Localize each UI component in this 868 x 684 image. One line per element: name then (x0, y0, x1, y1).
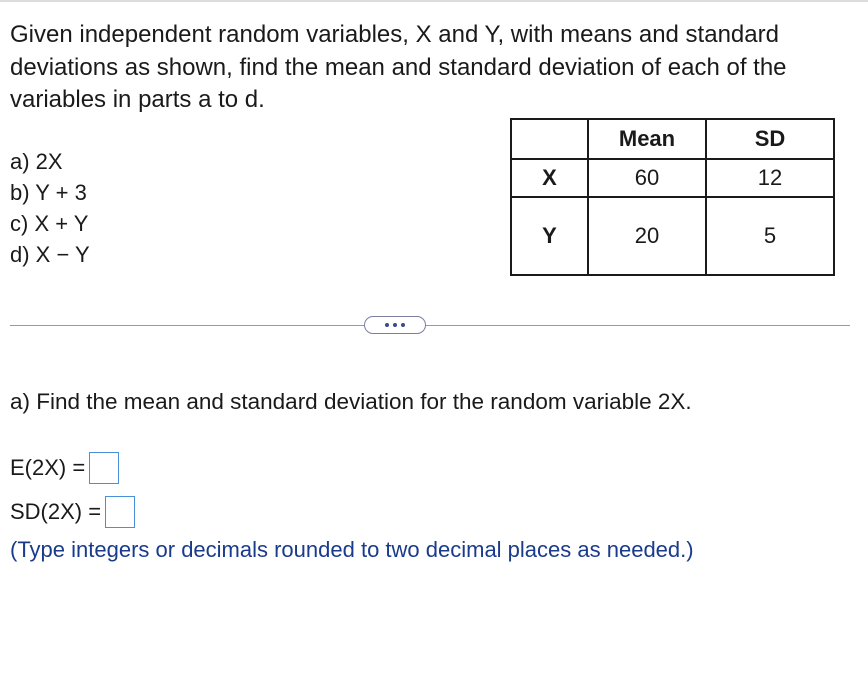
ellipsis-icon (385, 323, 389, 327)
row-label-y: Y (511, 197, 588, 275)
ellipsis-icon-dot (401, 323, 405, 327)
part-d: d) X − Y (10, 242, 90, 267)
part-c: c) X + Y (10, 211, 89, 236)
parts-list (10, 146, 90, 270)
table-row-x (511, 159, 834, 197)
instruction-note: (Type integers or decimals rounded to two decimal places as needed.) (10, 537, 694, 562)
part-a: a) 2X (10, 149, 63, 174)
expand-more-button[interactable] (364, 316, 426, 334)
sd-y: 5 (706, 197, 834, 275)
mean-answer-row (10, 452, 119, 484)
mean-answer-input[interactable] (89, 452, 119, 484)
stats-table (510, 118, 835, 276)
section-divider (10, 325, 850, 326)
sd-answer-row (10, 496, 135, 528)
table-header-row (511, 119, 834, 159)
header-sd: SD (706, 119, 834, 159)
mean-answer-label: E(2X) = (10, 455, 86, 480)
sd-answer-label: SD(2X) = (10, 499, 102, 524)
sd-x: 12 (706, 159, 834, 197)
mean-x: 60 (588, 159, 706, 197)
header-mean: Mean (588, 119, 706, 159)
question-text: Given independent random variables, X and Y, with means and standard deviations as shown, find the mean and standard deviation of each of the variables in parts a to d. (10, 21, 787, 113)
subquestion-text: a) Find the mean and standard deviation for the random variable 2X. (10, 389, 692, 414)
part-b: b) Y + 3 (10, 180, 87, 205)
header-blank (511, 119, 588, 159)
mean-y: 20 (588, 197, 706, 275)
sd-answer-input[interactable] (105, 496, 135, 528)
row-label-x: X (511, 159, 588, 197)
top-divider (0, 0, 868, 2)
table-row-y (511, 197, 834, 275)
ellipsis-icon-dot (393, 323, 397, 327)
